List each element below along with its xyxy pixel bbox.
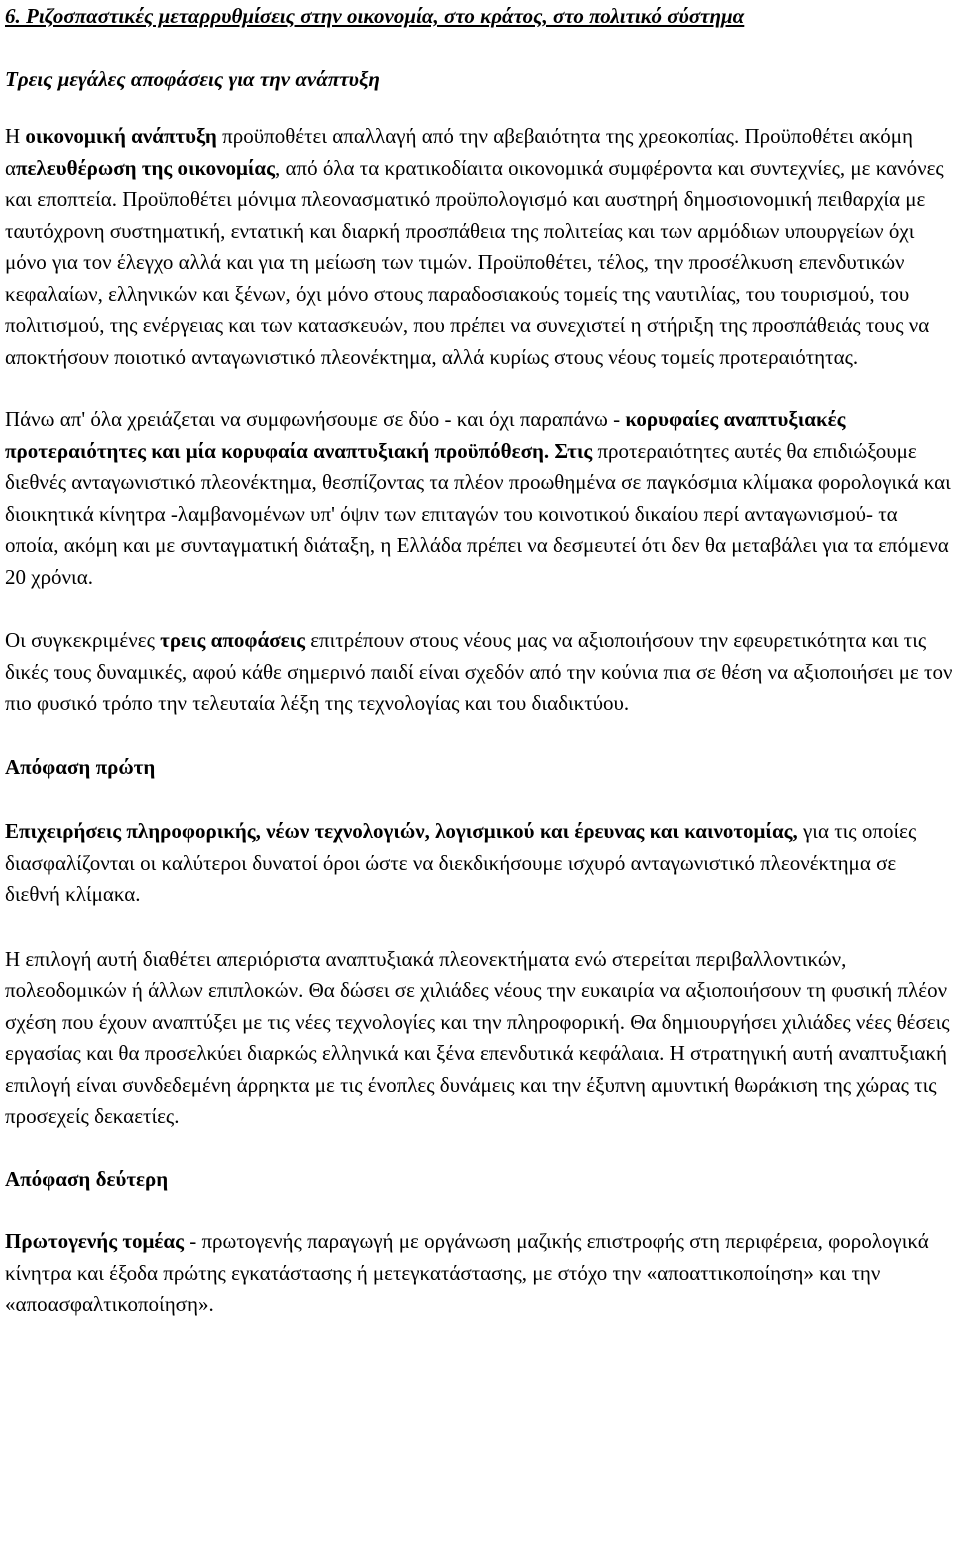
paragraph-decisions [5, 625, 956, 720]
section-title-text: 6. Ριζοσπαστικές μεταρρυθμίσεις στην οικονομία, στο κράτος, στο πολιτικό σύστημα [5, 4, 745, 28]
bold-text: οικονομική ανάπτυξη [25, 124, 217, 148]
bold-text: Πρωτογενής τομέας [5, 1229, 184, 1253]
paragraph-priorities [5, 404, 956, 593]
paragraph-primary-sector [5, 1226, 956, 1321]
paragraph-it-sector [5, 816, 956, 911]
text: για τις οποίες διασφαλίζονται οι καλύτεροι δυνατοί όροι ώστε να διεκδικήσουμε ισχυρό ανταγωνιστικό πλεονέκτημα σε διεθνή κλίμακα. [5, 819, 917, 906]
bold-text: Επιχειρήσεις πληροφορικής, νέων τεχνολογιών, λογισμικού και έρευνας και καινοτομίας, [5, 819, 798, 843]
text: Πάνω απ' όλα χρειάζεται να συμφωνήσουμε σε δύο - και όχι παραπάνω - [5, 407, 626, 431]
text: Η [5, 124, 26, 148]
text: επιτρέπουν στους νέους μας να αξιοποιήσουν την εφευρετικότητα και τις δικές τους δυναμικές, αφού κάθε σημερινό παιδί είναι σχεδόν από την κούνια πια σε θέση να αξιοποιήσει με τον πιο φυσικό τρόπο την τελευταία λέξη της τεχνολογίας και του διαδικτύου. [5, 628, 953, 715]
bold-text: τρεις αποφάσεις [160, 628, 305, 652]
text: προτεραιότητες αυτές θα επιδιώξουμε διεθνές ανταγωνιστικό πλεονέκτημα, θεσπίζοντας τα πλέον προωθημένα σε παγκόσμια κλίμακα φορολογικά και διοικητικά κίνητρα -λαμβανομένων υπ' όψιν των επιταγών του κοινοτικού δικαίου περί ανταγωνισμού- τα οποία, ακόμη και με συνταγματική διάταξη, η Ελλάδα πρέπει να δεσμευτεί ότι δεν θα μεταβάλει για τα επόμενα 20 χρόνια. [5, 438, 951, 589]
text: , από όλα τα κρατικοδίαιτα οικονομικά συμφέροντα και συντεχνίες, με κανόνες και εποπτεία. Προϋποθέτει μόνιμα πλεονασματικό προϋπολογισμό και αυστηρή δημοσιονομική πειθαρχία με ταυτόχρονη συστηματική, εντατική και διαρκή προσπάθεια της πολιτείας και των αρμόδιων υπουργείων όχι μόνο για τον έλεγχο αλλά και για τη μείωση των τιμών. Προϋποθέτει, τέλος, την προσέλκυση επενδυτικών κεφαλαίων, ελληνικών και ξένων, όχι μόνο στους παραδοσιακούς τομείς της ναυτιλίας, του τουρισμού, του πολιτισμού, της ενέργειας και των κατασκευών, που πρέπει να συνεχιστεί η στήριξη της προσπάθειάς τους να αποκτήσουν ποιοτικό ανταγωνιστικό πλεονέκτημα, αλλά κυρίως στους νέους τομείς προτεραιότητας. [5, 155, 944, 369]
bold-text: Στις [554, 438, 593, 463]
bold-text: κορυφαίες αναπτυξιακές προτεραιότητες και μία κορυφαία αναπτυξιακή προϋπόθεση. [5, 407, 846, 463]
heading-decision-one: Απόφαση πρώτη [5, 754, 156, 779]
paragraph-advantages: Η επιλογή αυτή διαθέτει απεριόριστα αναπτυξιακά πλεονεκτήματα ενώ στερείται περιβαλλοντικών, πολεοδομικών ή άλλων επιπλοκών. Θα δώσει σε χιλιάδες νέους την ευκαιρία να αξιοποιήσουν τη φυσική πλέον σχέση που έχουν αναπτύξει με τις νέες τεχνολογίες και την πληροφορική. Θα δημιουργήσει χιλιάδες νέες θέσεις εργασίας και θα προσελκύει διαρκώς ελληνικά και ξένα επενδυτικά κεφάλαια. Η στρατηγική αυτή αναπτυξιακή επιλογή είναι συνδεδεμένη άρρηκτα με τις ένοπλες δυνάμεις και την έξυπνη αμυντική θωράκιση της χώρας τις προσεχείς δεκαετίες. [5, 946, 950, 1128]
subtitle [5, 64, 956, 96]
text: προϋποθέτει απαλλαγή από την αβεβαιότητα της χρεοκοπίας. Προϋποθέτει ακόμη α [5, 124, 914, 180]
section-title [5, 1, 956, 33]
heading-decision-two: Απόφαση δεύτερη [5, 1166, 169, 1191]
text: - πρωτογενής παραγωγή με οργάνωση μαζικής επιστροφής στη περιφέρεια, φορολογικά κίνητρα και έξοδα πρώτης εγκατάστασης ή μετεγκατάστασης, με στόχο την «αποαττικοποίηση» και την «αποασφαλτικοποίηση». [5, 1229, 929, 1316]
text: Οι συγκεκριμένες [5, 628, 161, 652]
paragraph-growth [5, 121, 956, 373]
bold-text: πελευθέρωση της οικονομίας [16, 155, 275, 180]
subtitle-text: Τρεις μεγάλες αποφάσεις για την ανάπτυξη [5, 66, 380, 91]
